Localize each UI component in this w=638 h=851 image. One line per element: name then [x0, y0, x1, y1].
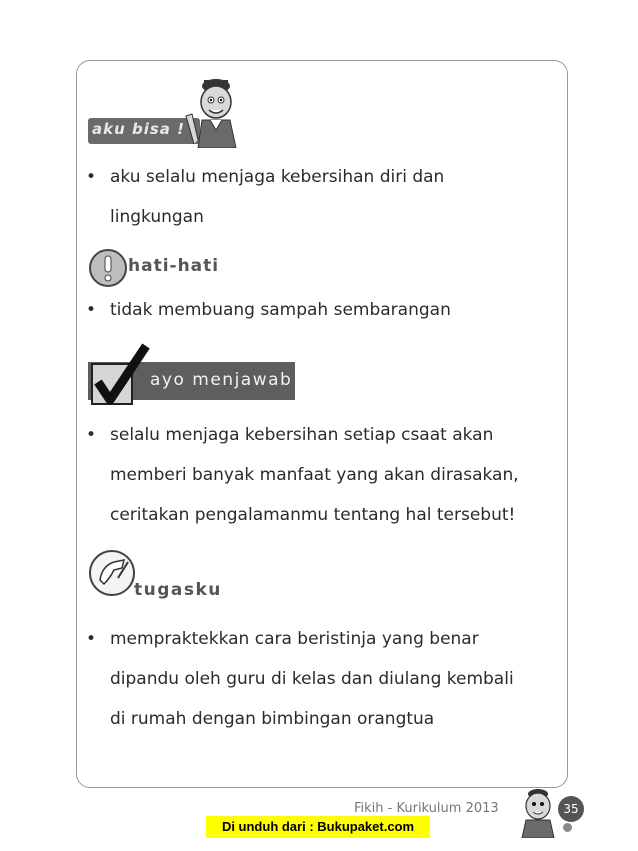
bullet-line: lingkungan — [110, 207, 204, 227]
download-notice[interactable]: Di unduh dari : Bukupaket.com — [206, 816, 430, 838]
bullet-line: ceritakan pengalamanmu tentang hal tersebut! — [110, 505, 516, 525]
exclamation-icon — [88, 248, 128, 288]
bullet-dot: • — [86, 629, 97, 649]
bullet-line: memberi banyak manfaat yang akan dirasakan, — [110, 465, 519, 485]
checkmark-icon — [90, 342, 152, 408]
bullet-line: aku selalu menjaga kebersihan diri dan — [110, 167, 445, 187]
ayo-menjawab-heading: ayo menjawab — [150, 370, 293, 390]
page-dot — [563, 823, 572, 832]
bullet-dot: • — [86, 300, 97, 320]
boy-mascot-icon — [180, 74, 244, 148]
writing-hand-icon — [88, 548, 136, 598]
hati-hati-heading: hati-hati — [128, 256, 220, 276]
bullet-line: tidak membuang sampah sembarangan — [110, 300, 451, 320]
bullet-line: mempraktekkan cara beristinja yang benar — [110, 629, 479, 649]
page-number: 35 — [558, 796, 584, 822]
bullet-line: dipandu oleh guru di kelas dan diulang kembali — [110, 669, 514, 689]
boy-mascot-icon — [518, 786, 558, 838]
tugasku-heading: tugasku — [134, 580, 222, 600]
bullet-dot: • — [86, 425, 97, 445]
bullet-line: di rumah dengan bimbingan orangtua — [110, 709, 435, 729]
book-title: Fikih - Kurikulum 2013 — [354, 801, 499, 816]
aku-bisa-heading: aku bisa ! — [92, 120, 185, 138]
bullet-line: selalu menjaga kebersihan setiap csaat akan — [110, 425, 494, 445]
bullet-dot: • — [86, 167, 97, 187]
